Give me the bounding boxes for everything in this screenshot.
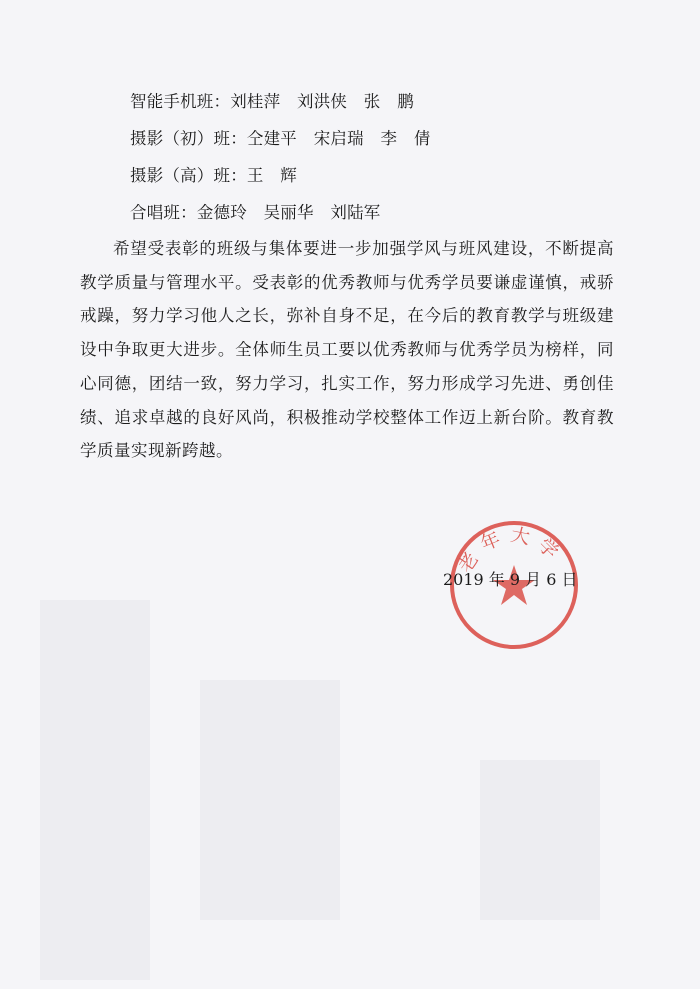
svg-text:老年大学 — [454, 524, 568, 577]
roster-line-photo-beginner — [130, 129, 431, 149]
roster-class-label: 摄影（初）班： — [130, 129, 247, 148]
roster-line-choir — [130, 203, 381, 223]
roster-class-label: 合唱班： — [130, 203, 197, 222]
document-date: 2019 年 9 月 6 日 — [443, 570, 578, 589]
seal-text: 老年大学 — [454, 523, 569, 577]
roster-names: 金德玲 吴丽华 刘陆军 — [196, 203, 381, 222]
closing-paragraph: 希望受表彰的班级与集体要进一步加强学风与班风建设，不断提高教学质量与管理水平。受表彰的优秀教师与优秀学员要谦虚谨慎，戒骄戒躁，努力学习他人之长，弥补自身不足，在今后的教育教学与班级建设中争取更大进步。全体师生员工要以优秀教师与优秀学员为榜样，同心同德，团结一致，努力学习，扎实工作，努力形成学习先进、勇创佳绩、追求卓越的良好风尚，积极推动学校整体工作迈上新台阶。教育教学质量实现新跨越。 — [80, 239, 614, 461]
roster-class-label: 智能手机班： — [130, 92, 231, 111]
roster-line-photo-advanced — [130, 166, 297, 186]
bleed-through-texture — [200, 680, 340, 920]
bleed-through-texture — [480, 760, 600, 920]
roster-line-smartphone — [130, 92, 414, 112]
bleed-through-texture — [40, 600, 150, 980]
roster-class-label: 摄影（高）班： — [130, 166, 247, 185]
roster-names: 刘桂萍 刘洪侠 张 鹏 — [230, 92, 414, 111]
roster-names: 仝建平 宋启瑞 李 倩 — [246, 129, 431, 148]
roster-names: 王 辉 — [246, 166, 298, 185]
